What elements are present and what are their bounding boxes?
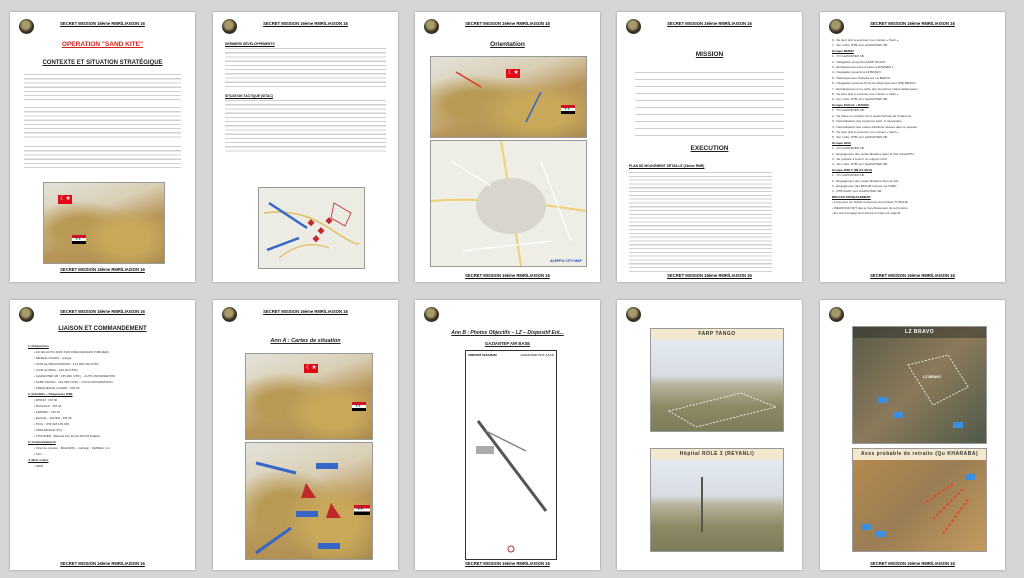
mission-title: MISSION — [695, 51, 724, 58]
hospital-photo — [650, 448, 784, 552]
page-mission — [617, 12, 802, 282]
situation-map-regional — [245, 353, 373, 440]
syria-flag-icon — [72, 235, 86, 244]
tactical-situation-map — [258, 187, 365, 269]
exec-line: 6 - Se tient prêt à exécuter une mission « flash ». — [832, 38, 900, 42]
page-footer: SECRET MISSION 16ème RMR/LIAISON 16 — [60, 561, 145, 566]
exec-line: 5 - Débarquement d'assaut sur LZ BRAVO. — [832, 75, 892, 80]
exec-line: 5 - Se tient prêt à exécuter une mission « flash ». — [832, 129, 900, 134]
liaison-list — [28, 343, 115, 469]
exec-line: 2 - Se place en position de tir avant l'arrivée de l'infanterie. — [832, 113, 913, 118]
liaison-line: 3. Commandement — [28, 440, 56, 444]
liaison-line: • RÉSEAU RADIO : orange — [34, 356, 72, 360]
page-footer: SECRET MISSION 16ème RMR/LIAISON 16 — [465, 561, 550, 566]
page-photos-farp — [617, 300, 802, 570]
exec-line: 3 - Embarquement des troupes à RAMSÉS 1. — [832, 65, 895, 70]
liaison-line: 4. Mots codes — [28, 458, 49, 462]
group-heading-eagle: Groupe EAGLE + RAVEN — [832, 102, 869, 107]
farp-tango-banner: FARP TANGO — [651, 329, 783, 340]
liaison-line: • THUNDER : Batterie Abr 10-20-100-46 Paladin — [34, 434, 101, 438]
lz-bravo-map-label: LZ BRAVO — [923, 375, 942, 379]
liaison-line: • Chef de mission : BALDWIN – Callsign : FENNEC 1-1 — [34, 446, 110, 450]
section-title-developments: DERNIERS DÉVELOPPEMENTS — [225, 42, 275, 46]
page-footer: SECRET MISSION 16ème RMR/LIAISON 16 — [465, 273, 550, 278]
exec-line: 4 - Neutralisation des unités d'artillerie situées dans le quartier. — [832, 124, 918, 129]
page-liaison — [10, 300, 195, 570]
liaison-line: • GAZIANTEP AB : 135,000 (VHF) – AUTO-INFORMATION — [34, 374, 116, 378]
unit-emblem-icon — [424, 307, 439, 322]
liaison-line: 1. Fréquences — [28, 344, 49, 348]
exec-line: • En cas d'engagement durant le trajet sur objectif. — [832, 211, 902, 215]
lz-bravo-map — [852, 326, 987, 444]
group-heading-wolf: Groupe WOLF (MI-24 HILO) — [832, 167, 873, 172]
liaison-line: • OIC : ... — [34, 452, 47, 456]
tactical-overlay — [259, 188, 364, 268]
lz-bravo-overlay — [853, 327, 986, 443]
turkey-flag-icon — [58, 195, 72, 204]
situation-overlay — [246, 443, 372, 559]
exec-line: 2 - Engagement des unités blindées dans la ville. — [832, 178, 900, 183]
page-developments — [213, 12, 398, 282]
annex-b-title: Ann B : Photos Objectifs – LZ – Dispositif Ent... — [451, 330, 564, 336]
airport-name-label: GAZIANTEP INTL (LTAJ) — [520, 353, 554, 357]
sitac-paragraph — [225, 100, 386, 154]
unit-emblem-icon — [829, 307, 844, 322]
exec-line: 6 - Sur ordre, RTB vers GAZIANTEP AB. — [832, 135, 888, 140]
liaison-line: 2. Indicatifs + fréquences (FM) — [28, 392, 73, 396]
orientation-route-overlay — [431, 57, 586, 137]
liaison-line: • AO EN AUTO-INFO SUR FRÉQUENCES PUBLIÉES — [34, 350, 109, 354]
context-paragraph-2 — [24, 107, 181, 139]
airport-diagram-label: AIRPORT DIAGRAM — [468, 353, 497, 357]
exec-line: • WEAPONS HOT dès le franchissement de la frontière. — [832, 205, 909, 210]
liaison-line: • BUFFALO : FM 32 — [34, 404, 62, 408]
liaison-line: • NRM — [34, 464, 43, 468]
page-footer: SECRET MISSION 16ème RMR/LIAISON 16 — [667, 273, 752, 278]
exec-line: 3 - Neutralisation des systèmes AAA, si nécessaire. — [832, 119, 903, 124]
lz-bravo-banner: LZ BRAVO — [853, 327, 986, 338]
liaison-line: • COM GLOBAL/MISSION : 121,000 AM (VHF) — [34, 362, 99, 366]
context-paragraph-1 — [24, 74, 181, 100]
exec-line: 9 - Sur ordre, RTB vers GAZIANTEP AB. — [832, 97, 888, 102]
aleppo-city-map — [430, 140, 587, 267]
syria-flag-icon — [354, 505, 370, 515]
liaison-line: • RHINO : FM 30 — [34, 398, 58, 402]
page-header: SECRET MISSION 16ème RMR/LIAISON 16 — [263, 21, 348, 26]
page-operation-sand-kite — [10, 12, 195, 282]
page-header: SECRET MISSION 16ème RMR/LIAISON 16 — [465, 21, 550, 26]
exec-line: • Armement sur SAFE au-dessus du territoire TURQUE. — [832, 200, 909, 205]
liaison-line: • FARP TANGO : 121,000 (VHF) – AUTO-INFORMATION — [34, 380, 113, 384]
page-header: SECRET MISSION 16ème RMR/LIAISON 16 — [667, 21, 752, 26]
hospital-banner: Hôpital ROLE 3 (REYANLI) — [651, 449, 783, 460]
exec-line: 2 - Engagement des unités blindées dans la ville d'ALEPPO. — [832, 151, 915, 156]
movement-plan-heading: PLAN DE MOUVEMENT DÉTAILLÉ (16ème RMR) — [629, 164, 705, 168]
farp-tango-photo — [650, 328, 784, 432]
exec-line: 1 - TO GAZIANTEP AB. — [832, 54, 865, 59]
page-annex-a-maps — [213, 300, 398, 570]
retreat-arrows-overlay — [853, 449, 986, 551]
antenna-tower — [701, 477, 703, 532]
unit-emblem-icon — [626, 307, 641, 322]
page-footer: SECRET MISSION 16ème RMR/LIAISON 16 — [60, 267, 145, 272]
orientation-satellite-map — [430, 56, 587, 138]
group-heading-hog: Groupe HOG — [832, 140, 851, 145]
page-footer: SECRET MISSION 16ème RMR/LIAISON 16 — [870, 273, 955, 278]
exec-line: 1 - TO GAZIANTEP AB. — [832, 146, 865, 151]
farp-zone-outline — [651, 329, 783, 431]
page-lz-bravo — [820, 300, 1005, 570]
exec-line: 6 - Navigation jusqu'au Point de Regroupement (PR) BRAVO. — [832, 81, 917, 86]
liaison-line: • COM GLOBAL : 243,00 (UHF) — [34, 368, 78, 372]
exec-line: 8 - Se tient prêt à exécuter une mission « flash ». — [832, 92, 900, 97]
exec-line: 3 - Se prépare à fournir un support CAS. — [832, 156, 888, 161]
orientation-title: Orientation — [490, 41, 525, 48]
page-footer: SECRET MISSION 16ème RMR/LIAISON 16 — [870, 561, 955, 566]
page-header: SECRET MISSION 16ème RMR/LIAISON 16 — [263, 309, 348, 314]
liaison-line: • EAGLE – RAVEN : FM 36 — [34, 416, 72, 420]
exec-line: 2 - Navigation jusqu'à la FARP TANGO. — [832, 59, 887, 64]
liaison-line: • FENNEC : FM 40 — [34, 410, 61, 414]
airport-diagram — [465, 350, 557, 560]
airbase-subtitle: GAZIANTEP AIR BASE — [484, 341, 531, 346]
group-heading-rhino: Groupe RHINO — [832, 48, 854, 53]
developments-paragraph — [225, 48, 386, 88]
page-annex-b-airbase — [415, 300, 600, 570]
exec-line: 7 - Embarquement sur ordre des premières unités débarquées. — [832, 86, 919, 91]
page-header: SECRET MISSION 16ème RMR/LIAISON 16 — [60, 21, 145, 26]
regional-map-image — [43, 182, 165, 264]
liaison-line: • HOG : VHF AM 135.000 — [34, 422, 70, 426]
syria-flag-icon — [352, 402, 366, 411]
retreat-axes-banner: Axes probable de retraite (Qu KHARABA) — [853, 449, 986, 460]
context-paragraph-3 — [24, 146, 181, 168]
mission-bullets — [635, 72, 784, 142]
aleppo-map-caption: ALEPPO CITY MAP — [549, 259, 582, 263]
operation-title: OPERATION "SAND KITE" — [61, 41, 144, 48]
page-header: SECRET MISSION 16ème RMR/LIAISON 16 — [60, 309, 145, 314]
page-orientation — [415, 12, 600, 282]
liaison-line: • FREQUENCE GUARD : 243,00 — [34, 386, 80, 390]
situation-map-tactical — [245, 442, 373, 560]
aleppo-roads-overlay — [431, 141, 586, 266]
rules-of-engagement-heading: RÈGLES D'ENGAGEMENT — [832, 194, 871, 199]
exec-line: 1 - TO GAZIANTEP AB. — [832, 173, 865, 178]
execution-steps — [629, 172, 772, 272]
section-title-context: CONTEXTE ET SITUATION STRATÉGIQUE — [42, 60, 163, 66]
execution-group-list — [832, 38, 919, 216]
retreat-axes-map — [852, 448, 987, 552]
liaison-title: LIAISON ET COMMANDEMENT — [58, 326, 147, 332]
exec-line: 1 - TO GAZIANTEP AB. — [832, 108, 865, 113]
page-execution-continued — [820, 12, 1005, 282]
exec-line: 4 - RTB ASAP vers GAZIANTEP AB. — [832, 189, 883, 194]
exec-line: 7 - Sur ordre, RTB vers GAZIANTEP AB. — [832, 43, 888, 48]
liaison-line: • SHELDRAKE (PC) : — [34, 428, 64, 432]
turkey-flag-icon — [304, 364, 318, 373]
page-header: SECRET MISSION 16ème RMR/LIAISON 16 — [870, 21, 955, 26]
section-title-sitac: SITUATION TACTIQUE (SITAC) — [225, 94, 273, 98]
execution-title: EXECUTION — [690, 145, 729, 152]
exec-line: 4 - Sur ordre, RTB vers GAZIANTEP AB. — [832, 162, 888, 167]
runway-diagram — [466, 351, 556, 559]
annex-a-title: Ann A : Cartes de situation — [270, 338, 341, 344]
exec-line: 3 - Engagement des BTR-80 lorsque sur FARP. — [832, 183, 897, 188]
exec-line: 4 - Navigation jusqu'à la LZ BRAVO. — [832, 70, 882, 75]
